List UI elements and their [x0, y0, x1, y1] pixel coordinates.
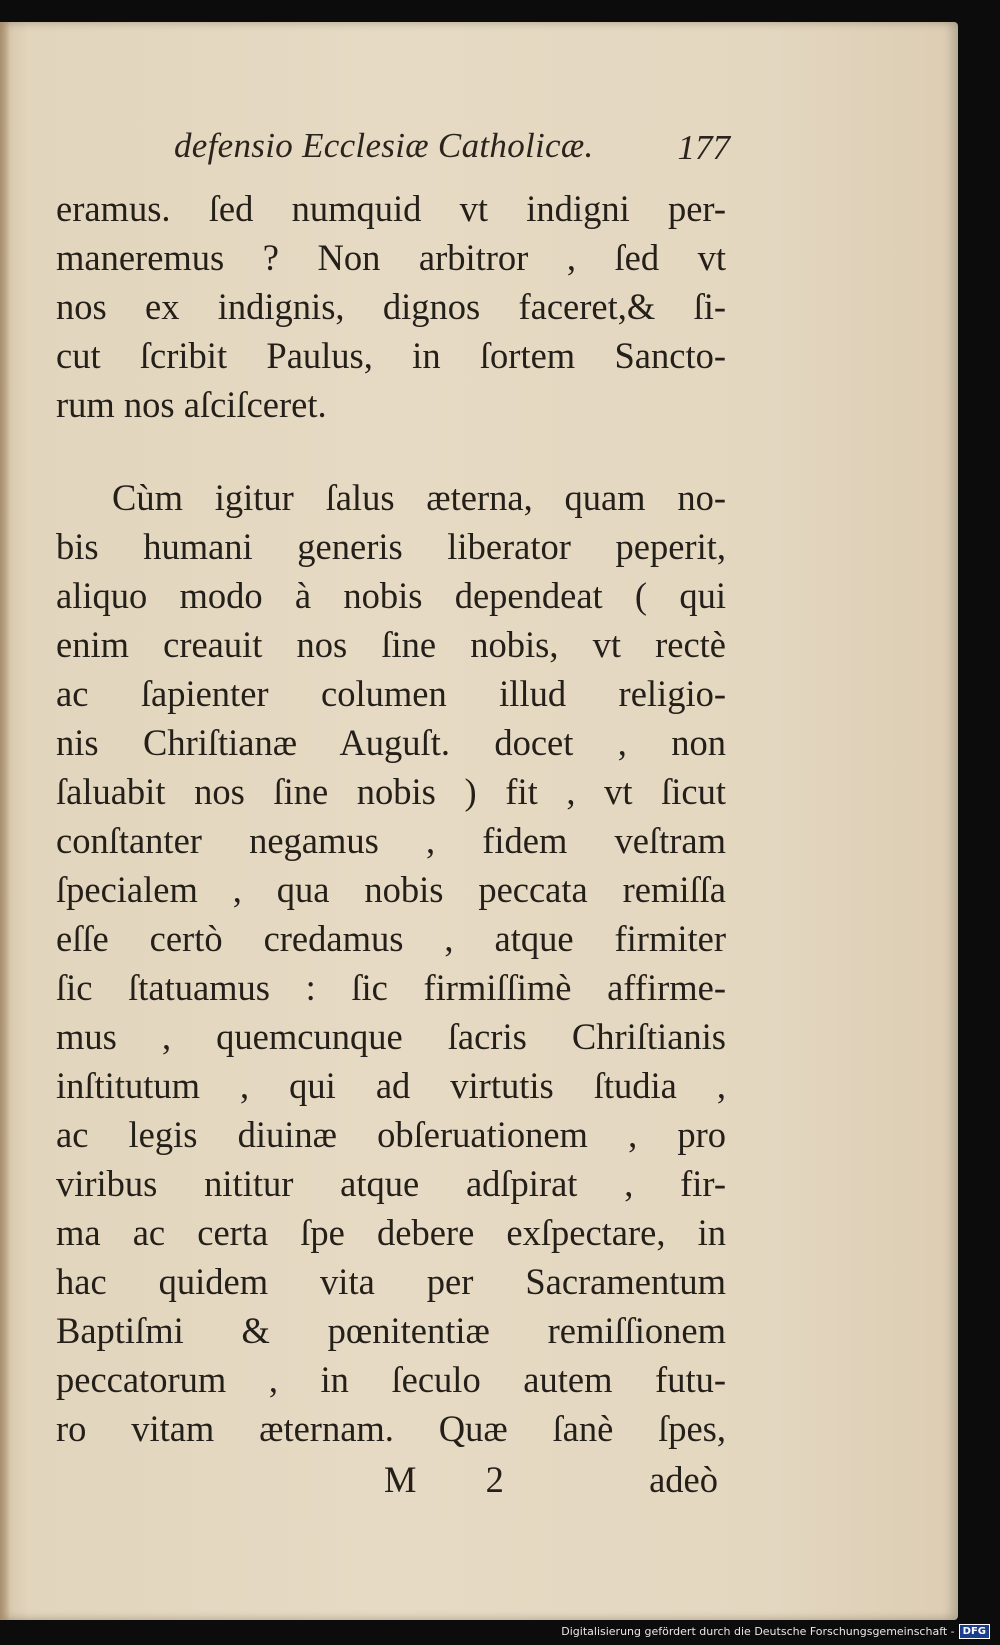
text-line: nos ex indignis, dignos faceret,& ſi- [56, 286, 726, 327]
text-line: ſpecialem , qua nobis peccata remiſſa [56, 869, 726, 910]
text-line: peccatorum , in ſeculo autem futu- [56, 1359, 726, 1400]
credit-text: Digitalisierung gefördert durch die Deutsche Forschungsgemeinschaft - [561, 1625, 955, 1638]
text-line: ac ſapienter columen illud religio- [56, 673, 726, 714]
text-line: eſſe certò credamus , atque firmiter [56, 918, 726, 959]
text-line: viribus nititur atque adſpirat , fir- [56, 1163, 726, 1204]
text-line: ſic ſtatuamus : ſic firmiſſimè affirme- [56, 967, 726, 1008]
paragraph-gap [56, 429, 726, 473]
signature-mark: M 2 [384, 1459, 534, 1500]
text-line: nis Chriſtianæ Auguſt. docet , non [56, 722, 726, 763]
text-line: inſtitutum , qui ad virtutis ſtudia , [56, 1065, 726, 1106]
text-line: ma ac certa ſpe debere exſpectare, in [56, 1212, 726, 1253]
running-head [170, 114, 730, 174]
text-line: aliquo modo à nobis dependeat ( qui [56, 575, 726, 616]
text-line: conſtanter negamus , fidem veſtram [56, 820, 726, 861]
text-line: cut ſcribit Paulus, in ſortem Sancto- [56, 335, 726, 376]
dfg-logo: DFG [959, 1624, 990, 1639]
book-page [0, 22, 958, 1620]
catchline [56, 1458, 726, 1508]
text-line: Cùm igitur ſalus æterna, quam no- [112, 477, 726, 518]
text-line: ſaluabit nos ſine nobis ) fit , vt ſicut [56, 771, 726, 812]
text-line: hac quidem vita per Sacramentum [56, 1261, 726, 1302]
text-line: bis humani generis liberator peperit, [56, 526, 726, 567]
text-line: maneremus ? Non arbitror , ſed vt [56, 237, 726, 278]
text-line: mus , quemcunque ſacris Chriſtianis [56, 1016, 726, 1057]
catchword: adeò [649, 1459, 718, 1500]
page-number: 177 [677, 128, 730, 167]
running-title: defensio Ecclesiæ Catholicæ. [174, 126, 594, 165]
text-line: eramus. ſed numquid vt indigni per- [56, 188, 726, 229]
text-line: rum nos aſciſceret. [56, 384, 327, 425]
body-text [56, 184, 726, 1453]
text-line: Baptiſmi & pœnitentiæ remiſſionem [56, 1310, 726, 1351]
text-line: ro vitam æternam. Quæ ſanè ſpes, [56, 1408, 726, 1449]
digitization-credit [561, 1624, 990, 1639]
text-line: ac legis diuinæ obſeruationem , pro [56, 1114, 726, 1155]
text-line: enim creauit nos ſine nobis, vt rectè [56, 624, 726, 665]
